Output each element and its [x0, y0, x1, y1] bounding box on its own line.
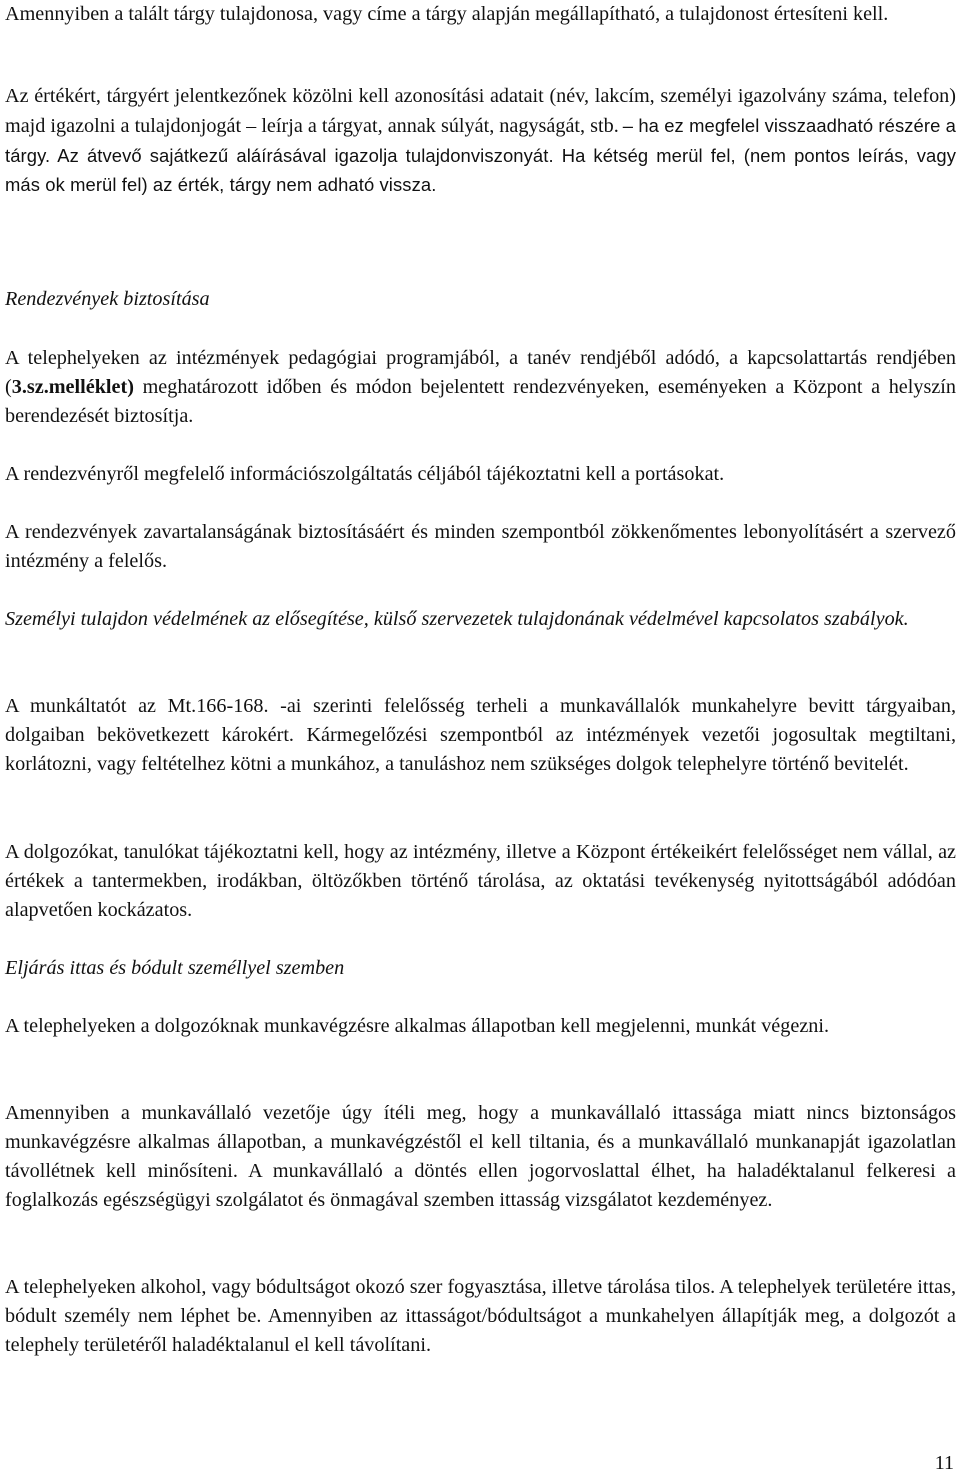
paragraph-fit-for-work: A telephelyeken a dolgozóknak munkavégzésre alkalmas állapotban kell megjelenni, munkát végezni.	[5, 1015, 830, 1037]
paragraph-organizer-responsibility: A rendezvények zavartalanságának biztosításáért és minden szempontból zökkenőmentes lebonyolításért a szervező intézmény a felelős.	[5, 521, 956, 572]
paragraph-alcohol-ban: A telephelyeken alkohol, vagy bódultságot okozó szer fogyasztása, illetve tárolása tilos. A telephelyek területére ittas, bódult személy nem léphet be. Amennyiben az ittasságot/bódultságot a munkahelyen állapítják meg, a dolgozót a telephely területéről haladéktalanul el kell távolítani.	[5, 1276, 956, 1356]
paragraph-events-setup	[5, 344, 956, 431]
claim-procedure-text-a: Az értékért, tárgyért jelentkezőnek közölni kell azonosítási adatait (név, lakcím, személyi igazolvány száma, telefon) majd igazolni a tulajdonjogát – leírja a tárgyat, annak súlyát, nagyságát, stb.	[5, 85, 956, 137]
heading-intoxicated-persons: Eljárás ittas és bódult személlyel szemben	[5, 957, 345, 979]
events-setup-text-a: A telephelyeken az intézmények pedagógiai programjából, a tanév rendjéből adódó, a kapcsolattartás rendjében (	[5, 347, 956, 398]
claim-procedure-text-b: – ha ez megfelel visszaadható részére a tárgy. Az átvevő sajátkezű aláírásával igazolja tulajdonviszonyát. Ha kétség merül fel, (nem pontos leírás, vagy más ok merül fel) az érték, tárgy nem adható vissza.	[5, 115, 956, 195]
annex-reference: 3.sz.melléklet)	[11, 376, 134, 398]
paragraph-inform-porters: A rendezvényről megfelelő információszolgáltatás céljából tájékoztatni kell a portásokat.	[5, 463, 725, 485]
paragraph-claim-procedure	[5, 82, 956, 199]
heading-events: Rendezvények biztosítása	[5, 288, 210, 310]
paragraph-employer-liability: A munkáltatót az Mt.166-168. -ai szerinti felelősség terheli a munkavállalók munkahelyre bevitt tárgyaiban, dolgaiban bekövetkezett károkért. Kármegelőzési szempontból az intézmények vezetői jogosultak megtiltani, korlátozni, vagy feltételhez kötni a munkához, a tanuláshoz nem szükséges dolgok telephelyre történő bevitelét.	[5, 695, 956, 775]
page-number: 11	[934, 1452, 954, 1474]
heading-personal-property: Személyi tulajdon védelmének az elősegítése, külső szervezetek tulajdonának védelmével kapcsolatos szabályok.	[5, 608, 909, 630]
paragraph-found-item-owner: Amennyiben a talált tárgy tulajdonosa, vagy címe a tárgy alapján megállapítható, a tulajdonost értesíteni kell.	[5, 3, 889, 25]
paragraph-valuables-disclaimer: A dolgozókat, tanulókat tájékoztatni kell, hogy az intézmény, illetve a Központ értékeikért felelősséget nem vállal, az értékek a tantermekben, irodákban, öltözőkben történő tárolása, az oktatási tevékenység nyitottságából adódóan alapvetően kockázatos.	[5, 841, 956, 921]
events-setup-text-b: meghatározott időben és módon bejelentett rendezvényeken, eseményeken a Központ a helyszín berendezését biztosítja.	[5, 376, 956, 427]
paragraph-intoxication-procedure: Amennyiben a munkavállaló vezetője úgy ítéli meg, hogy a munkavállaló ittassága miatt nincs biztonságos munkavégzésre alkalmas állapotban, a munkavégzéstől el kell tiltania, és a munkavállaló munkanapját igazolatlan távollétnek kell minősíteni. A munkavállaló a döntés ellen jogorvoslattal élhet, ha haladéktalanul felkeresi a foglalkozás egészségügyi szolgálatot és önmagával szemben ittasság vizsgálatot kezdeményez.	[5, 1102, 956, 1211]
